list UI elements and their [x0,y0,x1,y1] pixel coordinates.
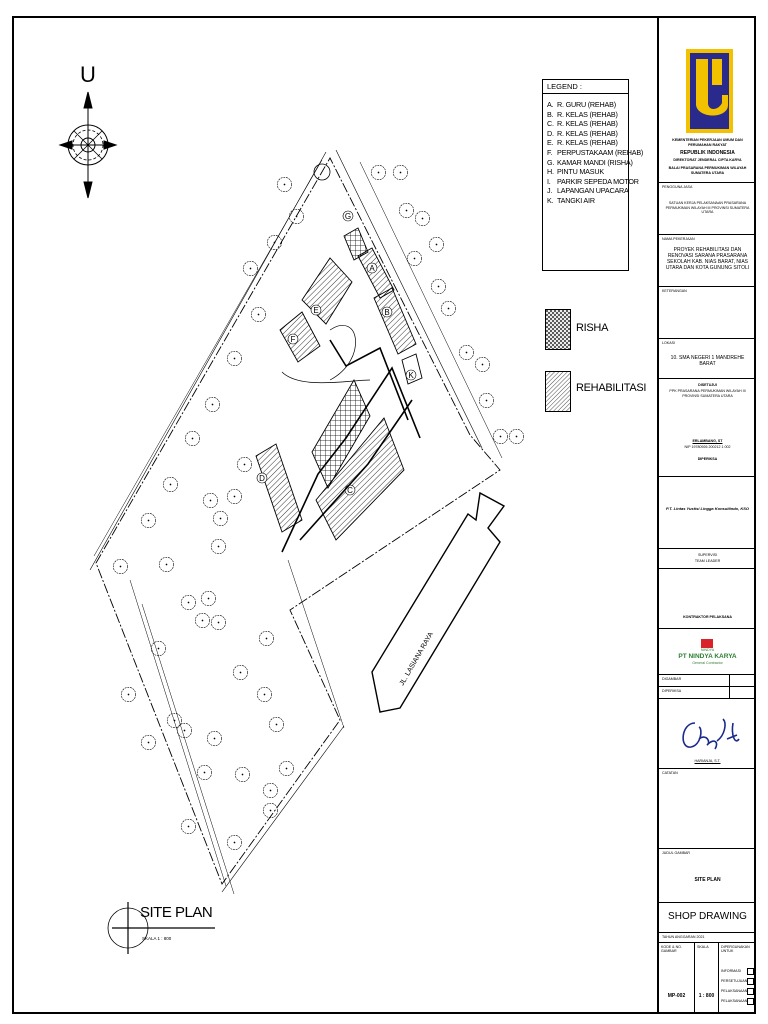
project-name: PROYEK REHABILITASI DAN RENOVASI SARANA PRASARANA SEKOLAH KAB. NIAS BARAT, NIAS UTARA DAN KOTA GUNUNG SITOLI [665,247,750,271]
rehabilitasi-label: REHABILITASI [576,382,647,394]
row-divider [729,675,730,686]
owner-label: PENGGUNA JASA [662,185,693,189]
contractor-sub: General Contractor [692,661,723,665]
legend-label: R. KELAS (REHAB) [557,138,618,148]
scale-label: SKALA [697,945,709,949]
legend-key: D. [547,128,554,138]
legend [542,79,644,271]
north-label: U [80,62,96,87]
consultant-name: P.T. Lintas Yustisi Lingga Konsultindo, KSO [666,506,749,511]
contractor-cell [659,628,756,674]
checked2-label: DIPERIKSA [662,689,682,693]
legend-item [547,129,628,139]
approver-nip: NIP 19780926 200212 1 002 [684,445,731,449]
sheet-cell [659,942,756,1012]
notes2-cell [659,768,756,848]
legend-item [547,196,628,206]
signature-cell [659,698,756,768]
purpose-item: INFORMASI [721,969,741,973]
purpose-label: DIPERGUNAKAN UNTUK [721,945,750,953]
legend-key: G. [547,157,555,167]
legend-label: PERPUSTAKAAM (REHAB) [557,147,644,157]
owner-cell [659,182,756,234]
risha-label: RISHA [576,322,609,334]
legend-item [547,167,628,177]
dimension-lines [94,160,502,894]
ministry-logo-icon [686,49,733,133]
year-label: TAHUN ANGGARAN 2021 [662,935,705,939]
legend-item [547,119,628,129]
contractor-name: PT NINDYA KARYA [678,653,737,660]
nindya-logo-icon [701,639,713,648]
sheet-no-label: KODE & NO. GAMBAR [661,945,682,953]
building-label-g: G [344,212,352,221]
risha-swatch [546,310,571,350]
catatan-label: CATATAN [662,771,678,775]
north-arrow-icon [60,92,116,198]
supervisor-cell [659,548,756,568]
scale-value: 1 : 800 [698,993,715,999]
ministry-name: KEMENTERIAN PEKERJAAN UMUM DAN PERUMAHAN RAKYAT [672,138,743,147]
legend-key: F. [547,147,553,157]
trees [113,165,523,849]
sheet-no-col [659,943,695,1013]
legend-item [547,186,628,196]
legend-item [547,147,644,158]
contractor-label: KONTRAKTOR PELAKSANA [683,615,732,619]
building-label-f: F [290,335,296,344]
purpose-item: PERSETUJUAN [721,979,748,983]
legend-label: PARKIR SEPEDA MOTOR [557,176,639,186]
legend-list [543,100,644,206]
legend-label: PINTU MASUK [557,167,604,177]
title-value: SITE PLAN [694,877,721,883]
legend-key: E. [547,138,554,148]
legend-label: TANGKI AIR [557,195,595,205]
supervisor-name: TEAM LEADER [694,559,721,563]
approver-name: ERLAMBANG, ST [692,439,723,443]
purpose-item: PELAKSANAAN [721,989,748,993]
scale-col [695,943,719,1013]
road-label: JL. LASIANA RAYA [398,631,435,687]
purpose-checkbox[interactable] [747,978,754,985]
building-label-d: D [259,474,265,483]
legend-item [547,100,628,110]
purpose-checkbox[interactable] [747,988,754,995]
legend-key: J. [547,186,553,196]
purpose-checkbox[interactable] [747,968,754,975]
blank-cell [659,568,756,628]
legend-title: LEGEND : [543,80,628,94]
location-cell [659,338,756,378]
owner-name: SATUAN KERJA PELAKSANAAN PRASARANA PERMUKIMAN WILAYAH III PROVINSI SUMATERA UTARA [665,201,750,215]
legend-key: A. [547,100,554,109]
checked2-row [659,686,756,698]
building-label-c: C [347,486,353,495]
approval-org: PPK PRASARANA PERMUKIMAN WILAYAH III PROVINSI SUMATERA UTARA [669,389,746,398]
drawing-title: SITE PLAN [140,904,213,921]
legend-label: KAMAR MANDI (RISHA) [557,157,633,167]
notes-cell [659,286,756,338]
building-label-k: K [408,371,414,380]
title-block [657,16,756,1014]
purpose-checkbox[interactable] [747,998,754,1005]
checked-label: DIPERIKSA [697,457,718,461]
signer-name: HARIANJA, S.T. [694,759,721,763]
legend-label: R. GURU (REHAB) [557,100,616,109]
approval-label: DISETUJUI [698,383,717,387]
approval-cell [659,378,756,476]
title-cell [659,848,756,902]
supervisor-label: SUPERVISI [697,553,718,557]
directorate-name: DIREKTORAT JENDERAL CIPTA KARYA [673,158,742,162]
building-label-a: A [369,264,375,273]
signature-icon [677,709,747,757]
hatch-swatches [545,309,572,412]
title-label: JUDUL GAMBAR [662,851,691,855]
project-cell [659,234,756,286]
row-divider [729,687,730,698]
building-label-e: E [313,306,319,315]
ministry-cell [659,16,756,182]
legend-key: B. [547,109,554,119]
location-name: 10. SMA NEGERI 1 MANDREHE BARAT [670,355,745,367]
purpose-item: PELAKSANAAN [721,999,748,1003]
project-label: NAMA PEKERJAAN [662,237,695,241]
consultant-cell [659,476,756,548]
stage-value: SHOP DRAWING [668,911,747,922]
legend-label: LAPANGAN UPACARA [557,186,629,196]
notes-label: KETERANGAN [662,289,687,293]
drawn-label: DIGAMBAR [662,677,682,681]
contractor-logo-top: NINDYA [700,648,715,652]
road-arrow [372,493,504,712]
legend-label: R. KELAS (REHAB) [557,109,618,119]
legend-item [547,138,628,148]
drawing-scale: SKALA 1 : 800 [142,936,172,941]
rehabilitasi-swatch [546,372,571,412]
sheet-no: MP-002 [667,993,686,999]
country-name: REPUBLIK INDONESIA [680,150,735,156]
legend-item [547,157,633,168]
drawn-row [659,674,756,686]
legend-key: H. [547,167,554,177]
purpose-col [719,943,756,1013]
location-label: LOKASI [662,341,675,345]
stage-cell [659,902,756,932]
legend-key: I. [547,176,551,186]
legend-item [547,110,628,120]
legend-key: C. [547,119,554,129]
legend-key: K. [547,195,554,205]
legend-label: R. KELAS (REHAB) [557,119,618,129]
legend-label: R. KELAS (REHAB) [557,128,618,138]
legend-item [547,176,639,187]
office-name: BALAI PRASARANA PERMUKIMAN WILAYAH SUMATERA UTARA [668,166,747,175]
year-cell [659,932,756,942]
building-label-b: B [384,308,390,317]
